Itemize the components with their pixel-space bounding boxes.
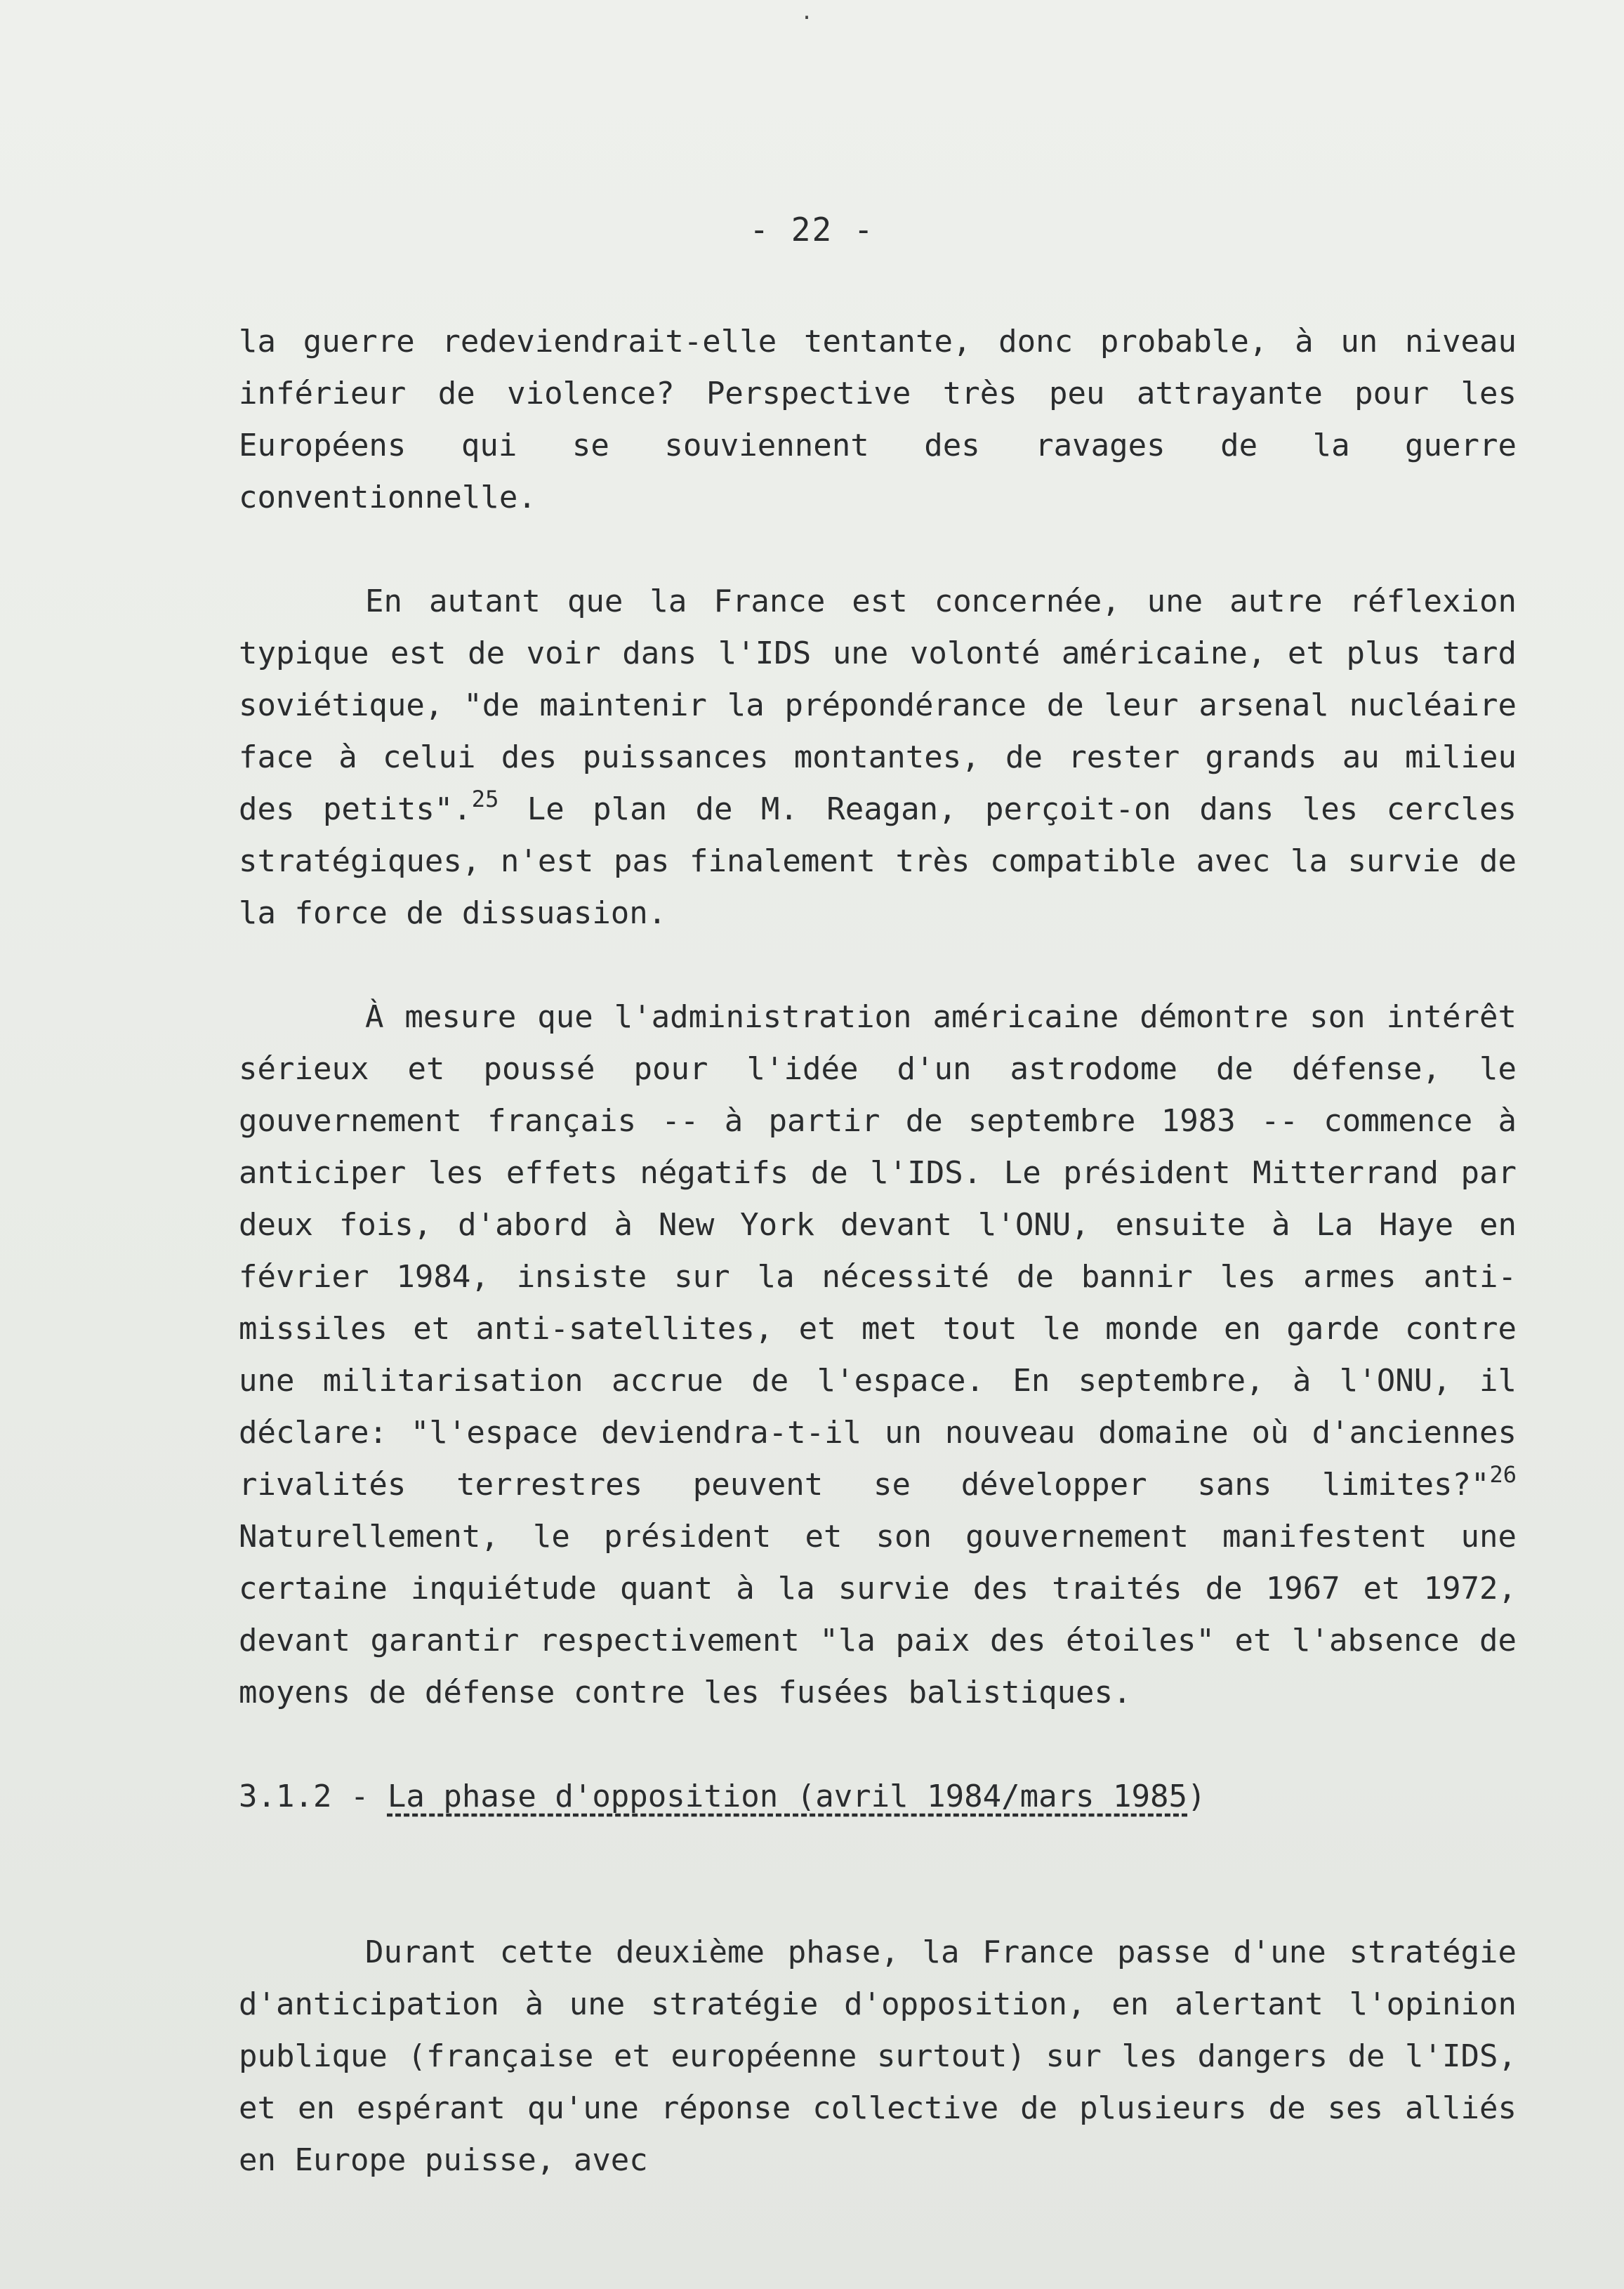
paragraph-text: Durant cette deuxième phase, la France passe d'une stratégie d'anticipation à une stratégie d'opposition, en alertant l'opinion publique (française et européenne surtout) sur les dangers de l'IDS, et en espérant qu'une réponse collective de plusieurs de ses alliés en Europe puisse, avec [239,1934,1517,2178]
paragraph-text: Le plan de M. Reagan, perçoit-on dans les cercles stratégiques, n'est pas finalement très compatible avec la survie de la force de dissuasion. [239,791,1517,931]
paragraph-american-administration [239,991,1517,1719]
paragraph-text: À mesure que l'administration américaine démontre son intérêt sérieux et poussé pour l'idée d'un astrodome de défense, le gouvernement français -- à partir de septembre 1983 -- commence à anticiper les effets négatifs de l'IDS. Le président Mitterrand par deux fois, d'abord à New York devant l'ONU, ensuite à La Haye en février 1984, insiste sur la nécessité de bannir les armes anti-missiles et anti-satellites, et met tout le monde en garde contre une militarisation accrue de l'espace. En septembre, à l'ONU, il déclare: "l'espace deviendra-t-il un nouveau domaine où d'anciennes rivalités terrestres peuvent se développer sans limites?" [239,999,1517,1503]
section-title-closing: ) [1187,1779,1206,1814]
paragraph-text: Naturellement, le président et son gouvernement manifestent une certaine inquiétude quant à la survie des traités de 1967 et 1972, devant garantir respectivement "la paix des étoiles" et l'absence de moyens de défense contre les fusées balistiques. [239,1519,1517,1710]
paragraph-war-violence [239,316,1517,524]
section-heading [239,1771,1517,1823]
footnote-ref: 25 [471,786,499,812]
page-number: - 22 - [749,211,875,249]
paragraph-france-reflection [239,576,1517,939]
paragraph-text: la guerre redeviendrait-elle tentante, donc probable, à un niveau inférieur de violence? Perspective très peu attrayante pour les Européens qui se souviennent des ravages de la guerre conventionnelle. [239,324,1517,515]
section-number: 3.1.2 - [239,1779,388,1814]
section-title: La phase d'opposition (avril 1984/mars 1985 [387,1779,1188,1814]
scan-speck: . [800,0,814,25]
footnote-ref: 26 [1489,1461,1517,1488]
paragraph-text: En autant que la France est concernée, une autre réflexion typique est de voir dans l'IDS une volonté américaine, et plus tard soviétique, "de maintenir la prépondérance de leur arsenal nucléaire face à celui des puissances montantes, de rester grands au milieu des petits". [239,583,1517,827]
body-text [239,316,1517,2186]
paragraph-second-phase [239,1927,1517,2186]
